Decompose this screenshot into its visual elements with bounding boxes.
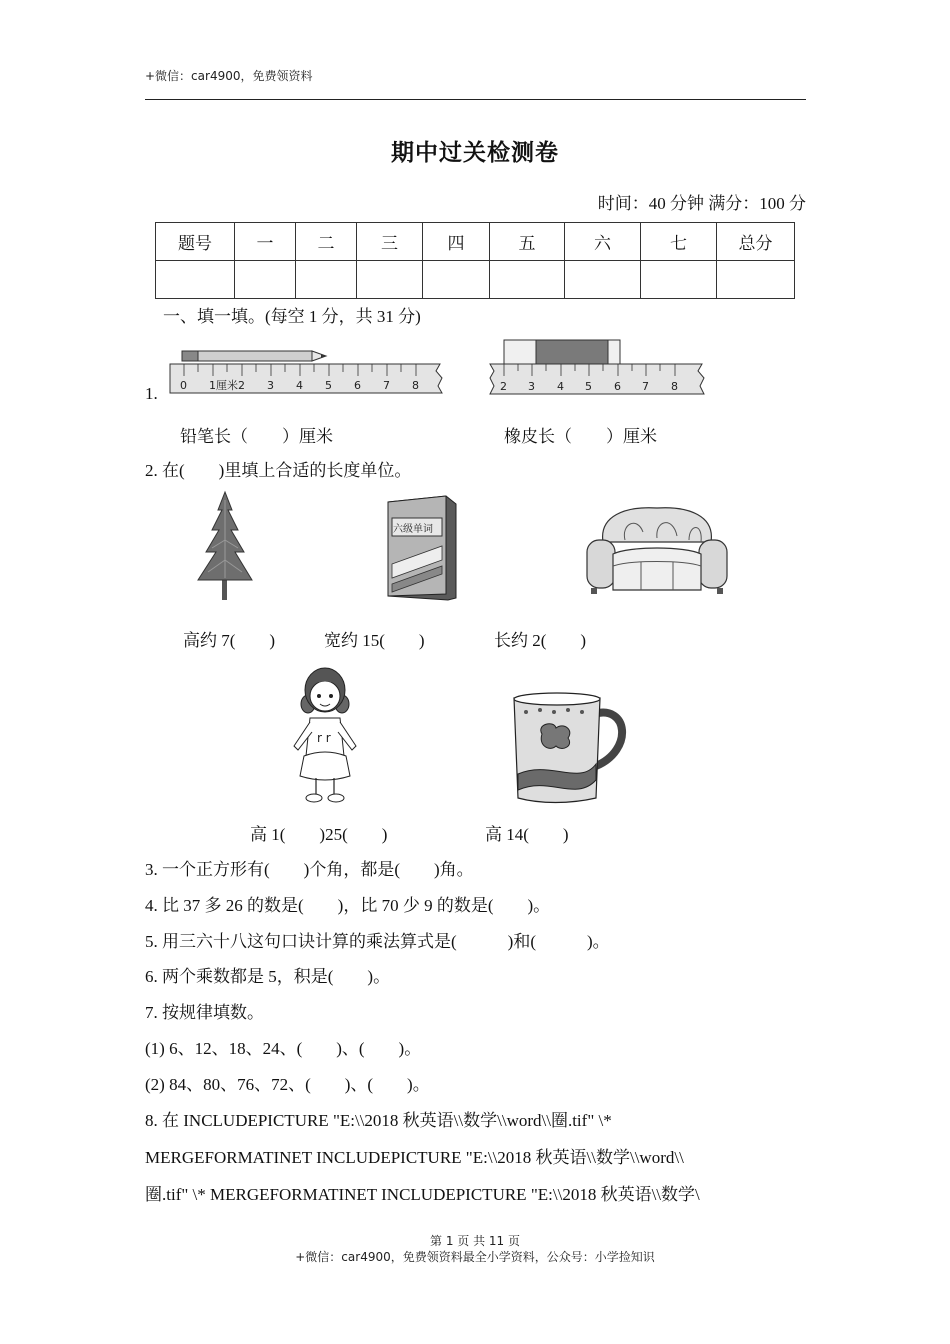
- question-4: 4. 比 37 多 26 的数是( )，比 70 少 9 的数是( )。: [145, 896, 551, 915]
- book-icon: [380, 494, 458, 602]
- ruler-label: 8: [412, 379, 419, 392]
- time-score: 时间：40 分钟 满分：100 分: [597, 194, 806, 213]
- pencil-icon: [182, 351, 326, 361]
- q2-girl-text: 高 1( )25( ): [250, 825, 388, 844]
- table-cell: 二: [296, 223, 357, 261]
- question-8-line-3: 圈.tif" \* MERGEFORMATINET INCLUDEPICTURE "E:\\2018 秋英语\\数学\: [145, 1185, 700, 1204]
- cup-icon: [510, 690, 626, 808]
- q2-tree-text: 高约 7( ): [183, 631, 276, 650]
- ruler-label: 2: [500, 380, 507, 393]
- ruler-icon: [170, 364, 442, 393]
- ruler-label: 4: [296, 379, 303, 392]
- sofa-icon: [585, 502, 730, 598]
- eraser-icon: [504, 340, 620, 364]
- question-3: 3. 一个正方形有( )个角，都是( )角。: [145, 860, 474, 879]
- question-7-2: (2) 84、80、76、72、( )、( )。: [145, 1075, 430, 1094]
- ruler-label: 6: [354, 379, 361, 392]
- table-cell: 七: [641, 223, 717, 261]
- ruler-label: 3: [267, 379, 274, 392]
- score-cell[interactable]: [565, 261, 641, 299]
- table-cell: 题号: [156, 223, 235, 261]
- question-2: 2. 在( )里填上合适的长度单位。: [145, 461, 412, 480]
- ruler-label: 0: [180, 379, 187, 392]
- table-cell: 六: [565, 223, 641, 261]
- ruler-label: 7: [642, 380, 649, 393]
- question-number: 1.: [145, 384, 158, 403]
- score-cell[interactable]: [156, 261, 235, 299]
- score-cell[interactable]: [296, 261, 357, 299]
- header-divider: [145, 99, 806, 100]
- section-heading: 一、填一填。(每空 1 分，共 31 分): [163, 307, 421, 326]
- eraser-ruler-illustration: [488, 338, 710, 398]
- q2-sofa-text: 长约 2( ): [494, 631, 587, 650]
- question-7: 7. 按规律填数。: [145, 1003, 264, 1022]
- ruler-label: 8: [671, 380, 678, 393]
- table-cell: 总分: [717, 223, 795, 261]
- table-cell: 三: [357, 223, 423, 261]
- ruler-label: 4: [557, 380, 564, 393]
- score-cell[interactable]: [235, 261, 296, 299]
- ruler-label: 5: [585, 380, 592, 393]
- score-cell[interactable]: [357, 261, 423, 299]
- score-table-header-row: [156, 223, 795, 261]
- page-number: 第 1 页 共 11 页: [430, 1234, 520, 1248]
- question-8-line-1: 8. 在 INCLUDEPICTURE "E:\\2018 秋英语\\数学\\word\\圈.tif" \*: [145, 1111, 612, 1130]
- table-cell: 五: [490, 223, 565, 261]
- header-note: +微信：car4900，免费领资料: [145, 69, 313, 83]
- q2-cup-text: 高 14( ): [485, 825, 569, 844]
- ruler-label: 6: [614, 380, 621, 393]
- book-title: 六级单词: [393, 524, 433, 535]
- question-6: 6. 两个乘数都是 5，积是( )。: [145, 967, 391, 986]
- score-table-blank-row: [156, 261, 795, 299]
- score-cell[interactable]: [423, 261, 490, 299]
- q2-book-text: 宽约 15( ): [324, 631, 425, 650]
- score-table: [155, 222, 795, 299]
- q1-eraser-text: 橡皮长（ ）厘米: [504, 427, 657, 446]
- question-8-line-2: MERGEFORMATINET INCLUDEPICTURE "E:\\2018 秋英语\\数学\\word\\: [145, 1148, 684, 1167]
- girl-icon: [286, 660, 364, 806]
- svg-text:r r: r r: [317, 731, 331, 745]
- ruler-label: 3: [528, 380, 535, 393]
- score-cell[interactable]: [490, 261, 565, 299]
- score-cell[interactable]: [641, 261, 717, 299]
- pencil-ruler-illustration: [168, 346, 448, 398]
- footer-note: +微信：car4900，免费领资料最全小学资料，公众号：小学捡知识: [295, 1250, 655, 1264]
- q1-pencil-text: 铅笔长（ ）厘米: [180, 427, 333, 446]
- ruler-label: 5: [325, 379, 332, 392]
- table-cell: 一: [235, 223, 296, 261]
- tree-icon: [192, 490, 258, 602]
- question-5: 5. 用三六十八这句口诀计算的乘法算式是( )和( )。: [145, 932, 610, 951]
- ruler-icon: [490, 364, 704, 394]
- ruler-label: 7: [383, 379, 390, 392]
- ruler-label: 1厘米2: [209, 379, 245, 392]
- page-title: 期中过关检测卷: [391, 140, 559, 166]
- table-cell: 四: [423, 223, 490, 261]
- score-cell[interactable]: [717, 261, 795, 299]
- question-7-1: (1) 6、12、18、24、( )、( )。: [145, 1039, 422, 1058]
